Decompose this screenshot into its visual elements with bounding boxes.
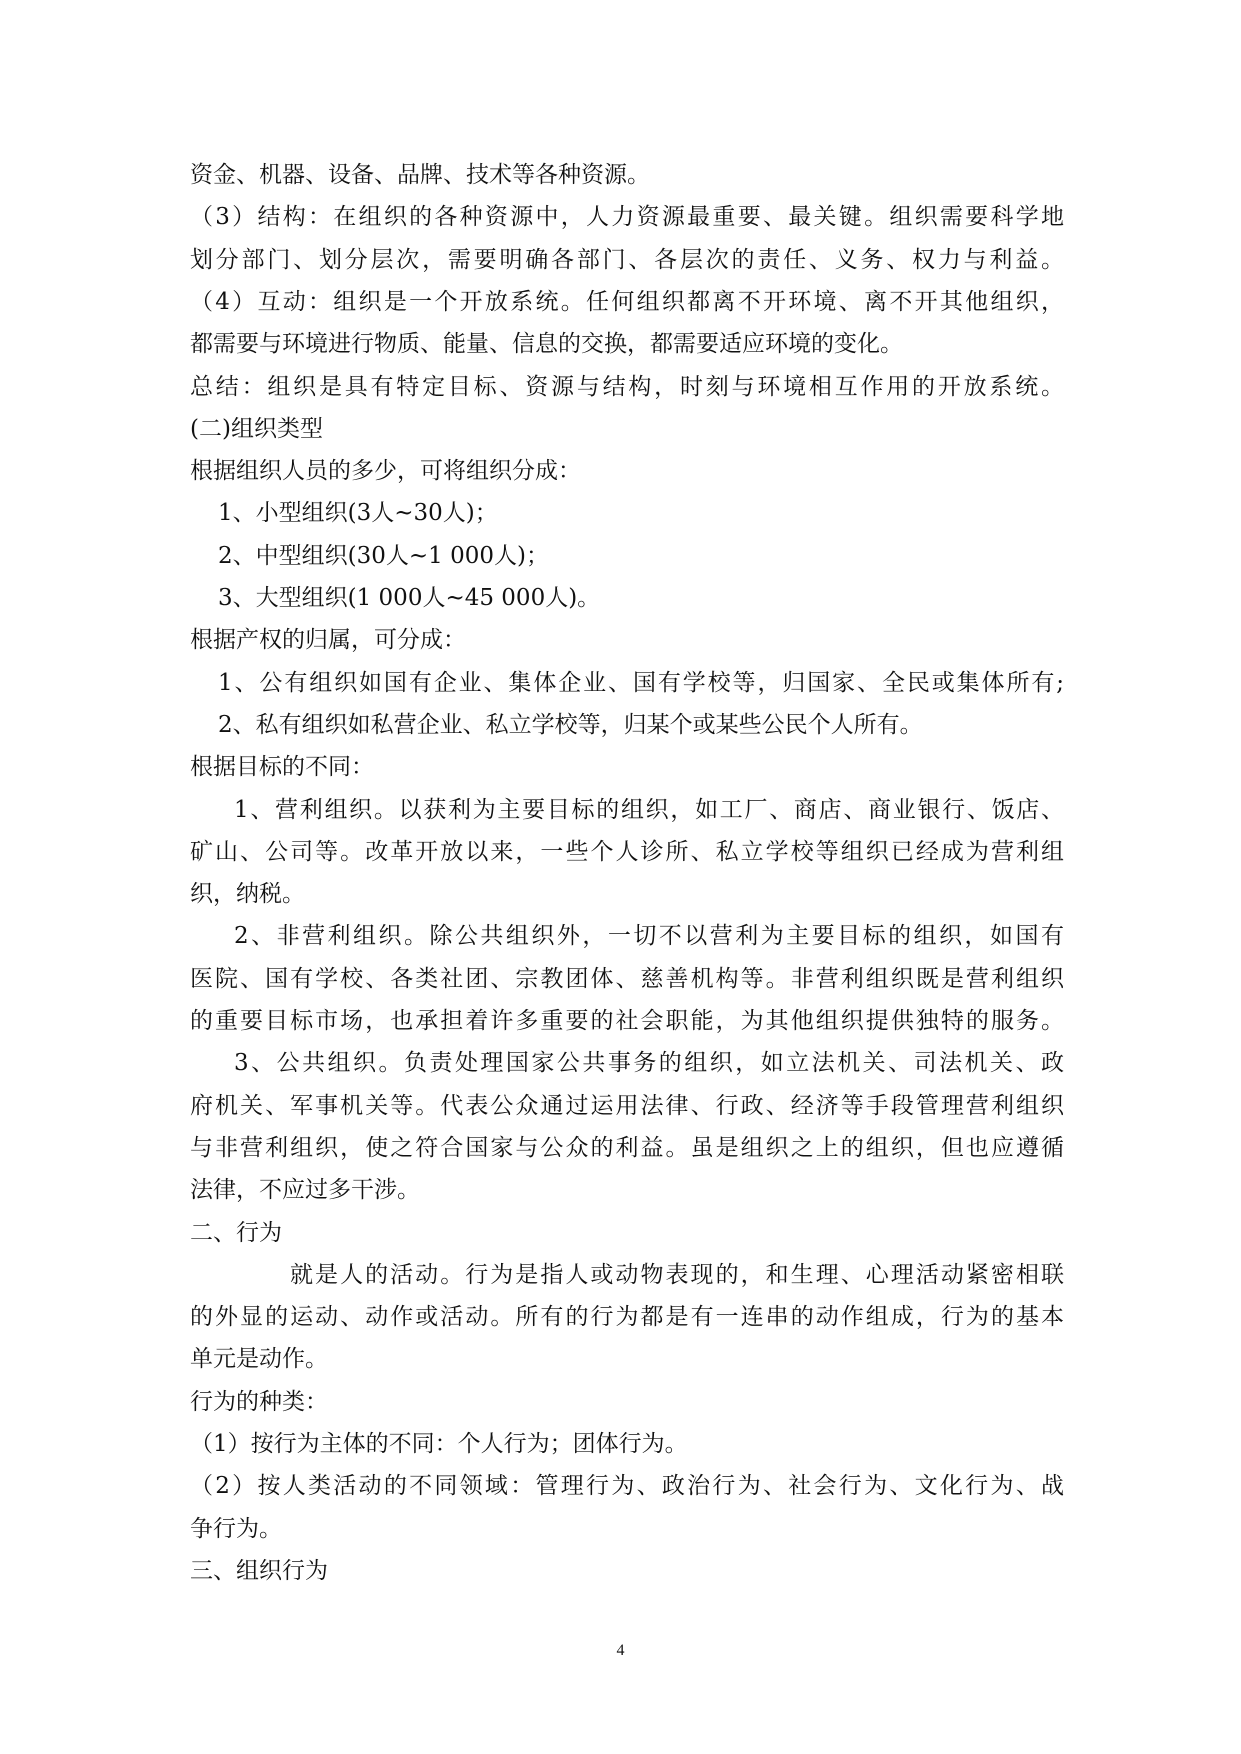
text-line: 与非营利组织，使之符合国家与公众的利益。虽是组织之上的组织，但也应遵循 xyxy=(190,1134,1064,1161)
text-line: 医院、国有学校、各类社团、宗教团体、慈善机构等。非营利组织既是营利组织 xyxy=(190,965,1064,992)
list-item: 3、公共组织。负责处理国家公共事务的组织，如立法机关、司法机关、政 xyxy=(234,1050,1064,1077)
text-line: 府机关、军事机关等。代表公众通过运用法律、行政、经济等手段管理营利组织 xyxy=(190,1092,1064,1119)
text-line: （3）结构：在组织的各种资源中，人力资源最重要、最关键。组织需要科学地 xyxy=(190,204,1064,231)
text-line: 争行为。 xyxy=(190,1515,282,1542)
list-item: 3、大型组织(1 000人~45 000人)。 xyxy=(218,585,601,611)
list-item: 1、小型组织(3人~30人)； xyxy=(218,500,498,527)
text-line: （4）互动：组织是一个开放系统。任何组织都离不开环境、离不开其他组织， xyxy=(190,288,1064,315)
text-line: 法律，不应过多干涉。 xyxy=(190,1177,420,1204)
section-heading: (二)组织类型 xyxy=(190,415,323,442)
list-item: 2、中型组织(30人~1 000人)； xyxy=(218,542,549,569)
text-line: 单元是动作。 xyxy=(190,1346,328,1373)
text-line: 都需要与环境进行物质、能量、信息的交换，都需要适应环境的变化。 xyxy=(190,331,903,358)
list-item: 2、非营利组织。除公共组织外，一切不以营利为主要目标的组织，如国有 xyxy=(234,923,1064,950)
text-line: （1）按行为主体的不同：个人行为；团体行为。 xyxy=(190,1431,688,1457)
list-item: 1、营利组织。以获利为主要目标的组织，如工厂、商店、商业银行、饭店、 xyxy=(234,796,1064,823)
page-number: 4 xyxy=(616,1642,625,1659)
text-line: 行为的种类： xyxy=(190,1388,328,1415)
text-line: 就是人的活动。行为是指人或动物表现的，和生理、心理活动紧密相联 xyxy=(290,1261,1064,1288)
list-item: 2、私有组织如私营企业、私立学校等，归某个或某些公民个人所有。 xyxy=(218,711,923,738)
text-line: 根据目标的不同： xyxy=(190,754,374,781)
text-line: 资金、机器、设备、品牌、技术等各种资源。 xyxy=(190,162,650,188)
section-heading: 三、组织行为 xyxy=(190,1557,328,1584)
text-line: 划分部门、划分层次，需要明确各部门、各层次的责任、义务、权力与利益。 xyxy=(190,246,1064,273)
section-heading: 二、行为 xyxy=(190,1219,282,1246)
text-line: 总结：组织是具有特定目标、资源与结构，时刻与环境相互作用的开放系统。 xyxy=(190,373,1064,400)
text-line: 的外显的运动、动作或活动。所有的行为都是有一连串的动作组成，行为的基本 xyxy=(190,1304,1064,1331)
text-line: 矿山、公司等。改革开放以来，一些个人诊所、私立学校等组织已经成为营利组 xyxy=(190,838,1064,865)
text-line: 的重要目标市场，也承担着许多重要的社会职能，为其他组织提供独特的服务。 xyxy=(190,1008,1064,1034)
text-line: 根据产权的归属，可分成： xyxy=(190,627,466,654)
list-item: 1、公有组织如国有企业、集体企业、国有学校等，归国家、全民或集体所有; xyxy=(218,669,1064,696)
text-line: 织，纳税。 xyxy=(190,881,305,908)
text-line: （2）按人类活动的不同领域：管理行为、政治行为、社会行为、文化行为、战 xyxy=(190,1473,1064,1500)
text-line: 根据组织人员的多少，可将组织分成： xyxy=(190,458,581,485)
